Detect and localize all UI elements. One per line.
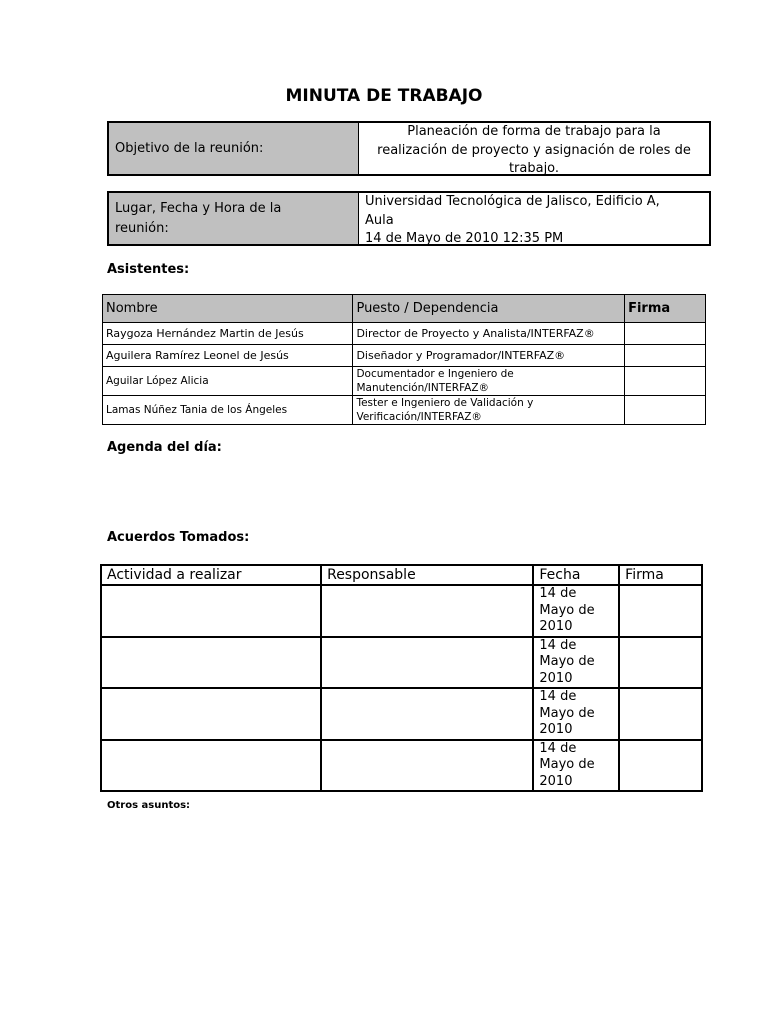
col-firma: Firma [625,295,706,323]
signature-cell [619,585,702,637]
attendee-role: Director de Proyecto y Analista/INTERFAZ® [353,323,625,345]
table-row [103,345,706,367]
table-row [103,396,706,425]
signature-cell [619,637,702,689]
date-line: 2010 [539,670,573,686]
date-cell [533,688,619,740]
attendee-name: Aguilera Ramírez Leonel de Jesús [103,345,353,367]
attendee-signature [625,367,706,396]
col-firma: Firma [619,565,702,585]
date-line: Mayo de [539,757,595,772]
date-cell [533,740,619,792]
table-row [101,688,702,740]
date-line: Mayo de [539,654,595,669]
signature-cell [619,740,702,792]
objective-line: realización de proyecto y asignación de roles de [377,142,691,158]
activity-cell [101,740,321,792]
attendee-role-line: Manutención/INTERFAZ® [356,382,490,394]
document-title: MINUTA DE TRABAJO [285,86,483,106]
col-puesto: Puesto / Dependencia [353,295,625,323]
attendee-role [353,367,625,396]
col-actividad: Actividad a realizar [101,565,321,585]
attendees-heading: Asistentes: [107,262,190,277]
date-line: 14 de [539,586,577,601]
objective-line: trabajo. [508,161,560,176]
table-row [103,367,706,396]
col-responsable: Responsable [321,565,533,585]
date-line: 2010 [539,619,573,634]
objective-line: Planeación de forma de trabajo para la [407,124,661,139]
activity-cell [101,637,321,689]
date-line: 14 de [539,637,577,653]
agreements-table [100,564,703,792]
place-label-line: Lugar, Fecha y Hora de la [115,200,282,216]
responsible-cell [321,585,533,637]
agenda-heading: Agenda del día: [107,440,222,455]
responsible-cell [321,637,533,689]
table-row [101,740,702,792]
activity-cell [101,688,321,740]
table-row [101,637,702,689]
date-cell [533,637,619,689]
attendee-name: Lamas Núñez Tania de los Ángeles [103,396,353,425]
place-line: Universidad Tecnológica de Jalisco, Edificio A, [365,194,660,209]
attendee-signature [625,345,706,367]
place-value [359,193,709,244]
activity-cell [101,585,321,637]
date-line: 14 de [539,740,577,756]
attendee-name: Raygoza Hernández Martin de Jesús [103,323,353,345]
date-line: 2010 [539,773,573,789]
date-line: 14 de [539,689,577,704]
table-row [103,323,706,345]
date-cell [533,585,619,637]
table-row [101,585,702,637]
place-line: 14 de Mayo de 2010 12:35 PM [365,231,564,246]
place-box [107,191,711,246]
attendee-name: Aguilar López Alicia [103,367,353,396]
date-line: 2010 [539,722,573,737]
responsible-cell [321,688,533,740]
other-heading: Otros asuntos: [107,800,191,811]
attendee-role-line: Verificación/INTERFAZ® [356,411,482,423]
objective-box [107,121,711,176]
attendee-signature [625,323,706,345]
objective-value [359,123,709,174]
col-fecha: Fecha [533,565,619,585]
responsible-cell [321,740,533,792]
place-label-line: reunión: [115,220,169,236]
objective-label: Objetivo de la reunión: [109,123,359,174]
place-line: Aula [365,212,394,228]
attendee-signature [625,396,706,425]
agreements-heading: Acuerdos Tomados: [107,530,250,545]
attendee-role [353,396,625,425]
signature-cell [619,688,702,740]
attendees-table [102,294,706,425]
col-nombre: Nombre [103,295,353,323]
attendees-header-row [103,295,706,323]
attendee-role-line: Tester e Ingeniero de Validación y [356,397,534,409]
place-label [109,193,359,244]
agreements-header-row [101,565,702,585]
date-line: Mayo de [539,705,595,721]
attendee-role-line: Documentador e Ingeniero de [356,368,514,380]
date-line: Mayo de [539,602,595,618]
attendee-role: Diseñador y Programador/INTERFAZ® [353,345,625,367]
